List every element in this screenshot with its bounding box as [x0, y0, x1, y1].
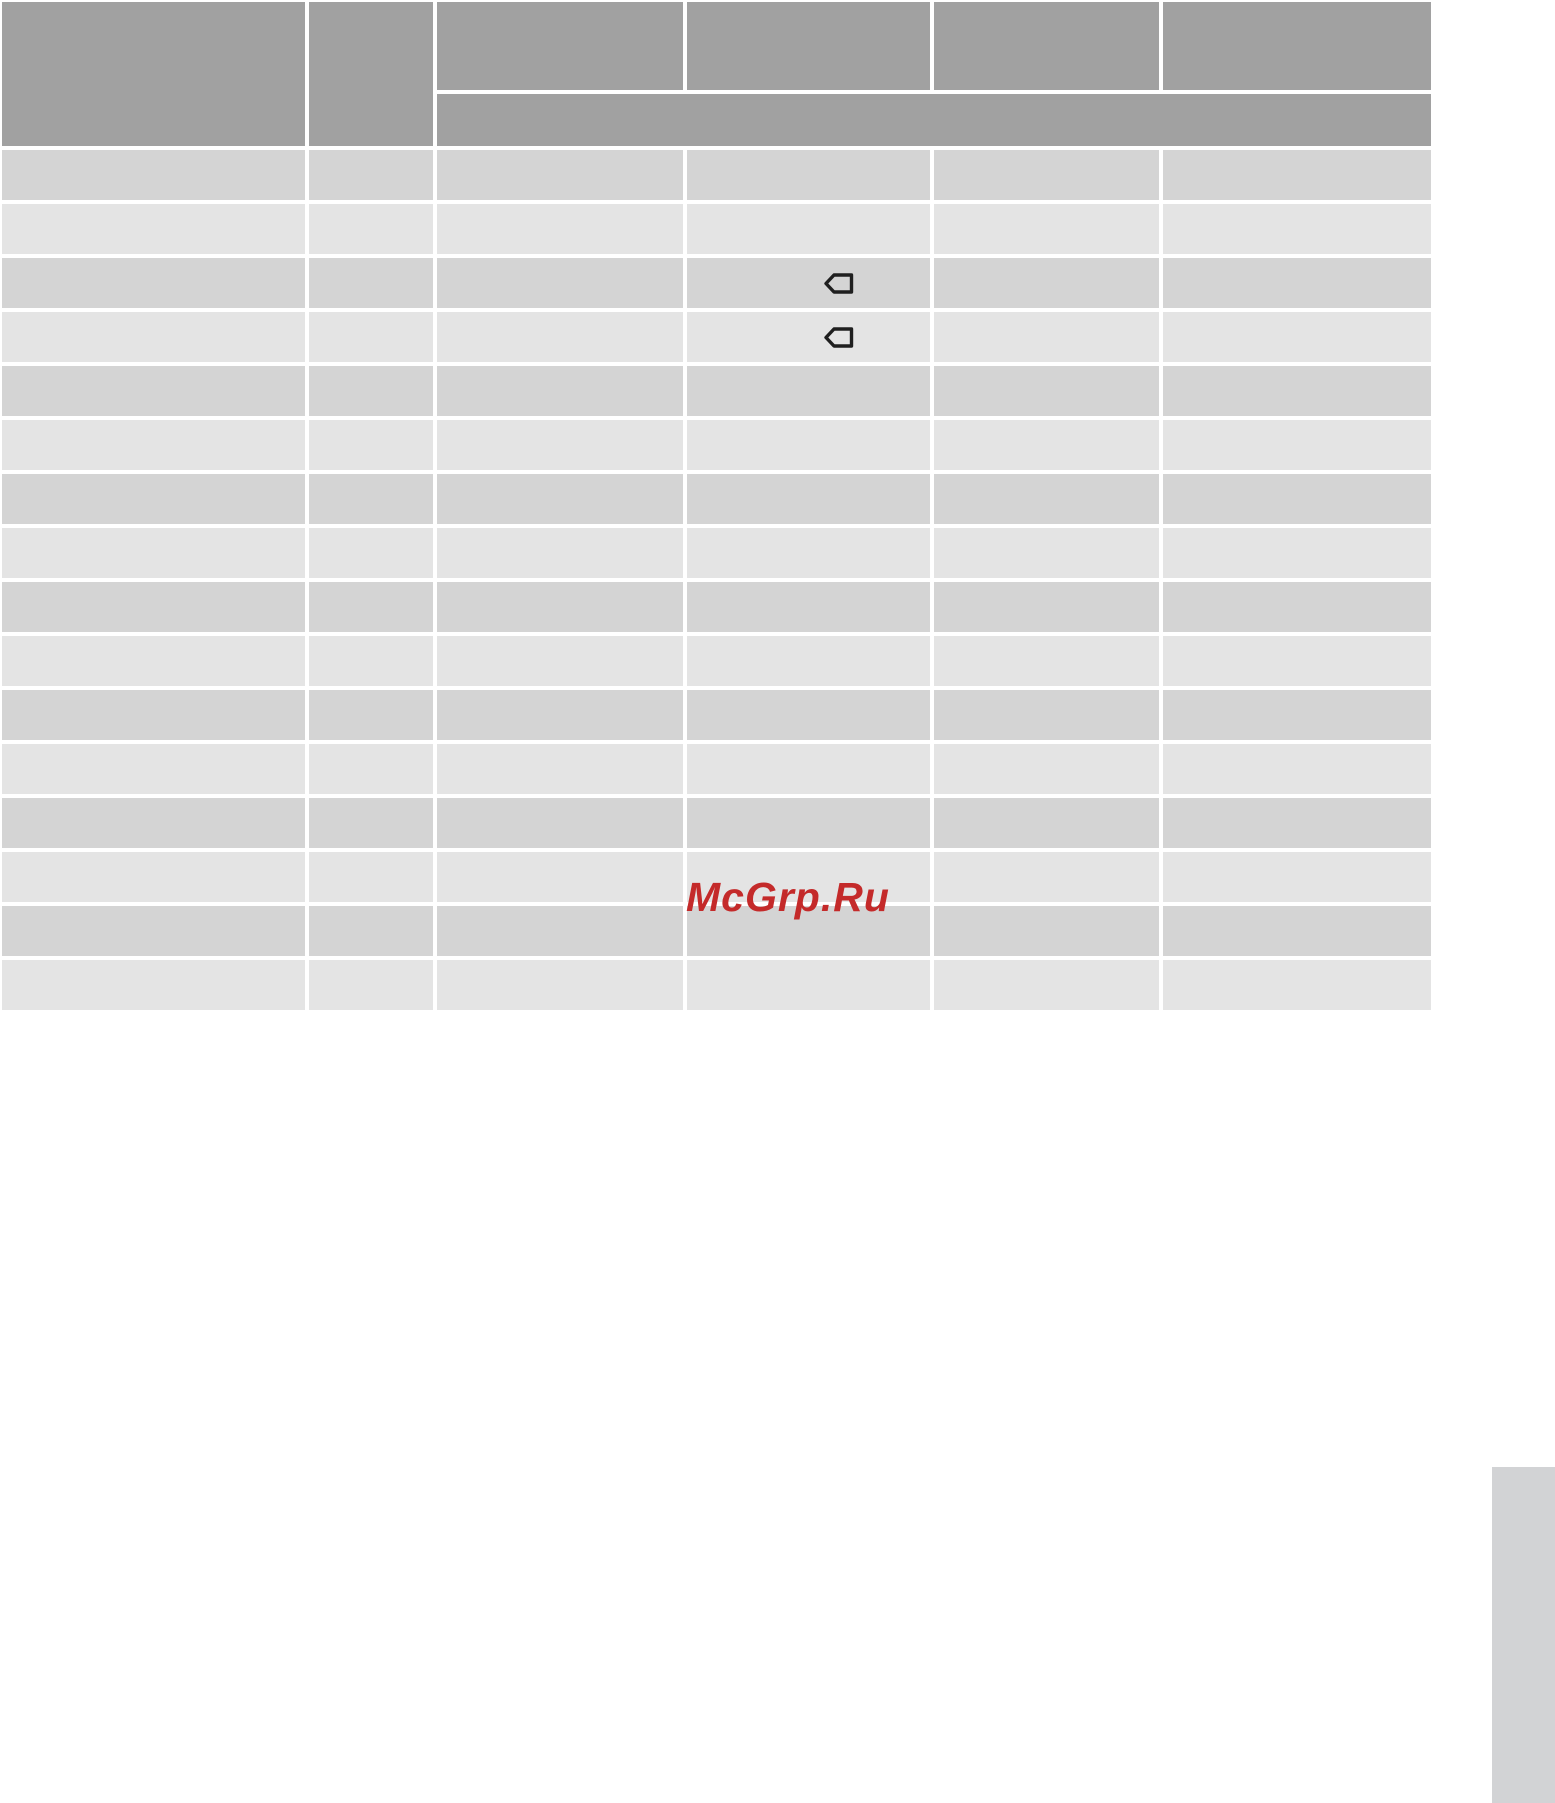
- table-cell: [1163, 258, 1431, 308]
- table-cell: [437, 636, 683, 686]
- table-cell: [2, 312, 305, 362]
- table-cell: [687, 150, 929, 200]
- header-cell-col1: [2, 2, 305, 146]
- table-cell: [2, 690, 305, 740]
- table-cell: [687, 420, 929, 470]
- table-cell: [309, 960, 433, 1010]
- table-cell: [437, 528, 683, 578]
- table-cell: [437, 366, 683, 416]
- table-cell: [309, 852, 433, 902]
- table-cell: [437, 852, 683, 902]
- table-cell: [687, 798, 929, 848]
- table-cell: [309, 690, 433, 740]
- table-row: [2, 798, 1431, 848]
- table-cell: [1163, 528, 1431, 578]
- header-cell-col2: [309, 2, 433, 146]
- table-row: [2, 204, 1431, 254]
- table-cell: [1163, 312, 1431, 362]
- table-cell: [309, 636, 433, 686]
- table-cell: [2, 906, 305, 956]
- table-cell: [309, 312, 433, 362]
- table-cell: [934, 744, 1159, 794]
- table-cell: [2, 798, 305, 848]
- table-cell: [309, 258, 433, 308]
- header-cell-col4: [687, 2, 929, 90]
- table-cell: [309, 582, 433, 632]
- table-cell: [1163, 474, 1431, 524]
- table-cell: [687, 366, 929, 416]
- table-cell: [309, 528, 433, 578]
- table-cell: [437, 204, 683, 254]
- table-cell: [934, 366, 1159, 416]
- table-cell: [309, 150, 433, 200]
- table-cell: [309, 366, 433, 416]
- table-cell: [1163, 366, 1431, 416]
- table-row: [2, 366, 1431, 416]
- table-cell: [934, 906, 1159, 956]
- table-row: [2, 960, 1431, 1010]
- table-cell: [309, 906, 433, 956]
- table-cell: [309, 204, 433, 254]
- table-cell: [934, 636, 1159, 686]
- table-cell: [1163, 960, 1431, 1010]
- table-cell: [934, 150, 1159, 200]
- table-cell: [687, 474, 929, 524]
- header-row-1: [2, 2, 1431, 90]
- table-row: [2, 474, 1431, 524]
- table-cell: [437, 798, 683, 848]
- table-header: [2, 2, 1431, 146]
- back-icon: [823, 272, 855, 295]
- scrollbar-thumb[interactable]: [1492, 1467, 1555, 1803]
- table-cell: [934, 420, 1159, 470]
- table-cell: [1163, 852, 1431, 902]
- table-cell: [687, 258, 929, 308]
- table-cell: [437, 150, 683, 200]
- table-cell: [2, 474, 305, 524]
- table-cell: [437, 960, 683, 1010]
- table-cell: [1163, 582, 1431, 632]
- table-row: [2, 312, 1431, 362]
- table-cell: [934, 258, 1159, 308]
- table-row: [2, 690, 1431, 740]
- table-cell: [1163, 798, 1431, 848]
- table-cell: [2, 744, 305, 794]
- table-cell: [934, 528, 1159, 578]
- table-cell: [2, 150, 305, 200]
- table-row: [2, 150, 1431, 200]
- table-cell: [1163, 420, 1431, 470]
- table-cell: [2, 258, 305, 308]
- back-icon: [823, 326, 855, 349]
- table-cell: [437, 312, 683, 362]
- table-cell: [309, 744, 433, 794]
- header-cell-col6: [1163, 2, 1431, 90]
- header-cell-col5: [934, 2, 1159, 90]
- table-cell: [309, 474, 433, 524]
- table-cell: [1163, 150, 1431, 200]
- table-cell: [1163, 204, 1431, 254]
- table-cell: [437, 258, 683, 308]
- table-cell: [934, 960, 1159, 1010]
- table-cell: [687, 960, 929, 1010]
- table-cell: [2, 960, 305, 1010]
- table-cell: [1163, 744, 1431, 794]
- table-cell: [934, 582, 1159, 632]
- table-cell: [437, 906, 683, 956]
- table-cell: [934, 204, 1159, 254]
- table-row: [2, 744, 1431, 794]
- table-cell: [1163, 636, 1431, 686]
- table-row: [2, 258, 1431, 308]
- table-cell: [2, 852, 305, 902]
- table-cell: [934, 690, 1159, 740]
- table-row: [2, 582, 1431, 632]
- table-cell: [2, 366, 305, 416]
- table-cell: [934, 474, 1159, 524]
- table-cell: [437, 420, 683, 470]
- table-cell: [687, 690, 929, 740]
- table-cell: [437, 582, 683, 632]
- watermark-text: McGrp.Ru: [686, 874, 890, 920]
- table-cell: [437, 474, 683, 524]
- table-cell: [2, 528, 305, 578]
- table-cell: [2, 582, 305, 632]
- table-cell: [687, 528, 929, 578]
- table-cell: [437, 744, 683, 794]
- header-cell-col3: [437, 2, 683, 90]
- table-row: [2, 528, 1431, 578]
- table-cell: [2, 636, 305, 686]
- table-cell: [2, 420, 305, 470]
- table-cell: [687, 744, 929, 794]
- table-row: [2, 420, 1431, 470]
- header-merged-cell: [437, 94, 1431, 146]
- table-cell: [1163, 906, 1431, 956]
- table-cell: [1163, 690, 1431, 740]
- table-row: [2, 636, 1431, 686]
- table-cell: [437, 690, 683, 740]
- table-cell: [934, 312, 1159, 362]
- table-cell: [934, 852, 1159, 902]
- table-cell: [687, 636, 929, 686]
- table-cell: [687, 312, 929, 362]
- table-cell: [309, 420, 433, 470]
- table-cell: [687, 204, 929, 254]
- table-cell: [2, 204, 305, 254]
- table-cell: [687, 582, 929, 632]
- table-cell: [309, 798, 433, 848]
- table-cell: [934, 798, 1159, 848]
